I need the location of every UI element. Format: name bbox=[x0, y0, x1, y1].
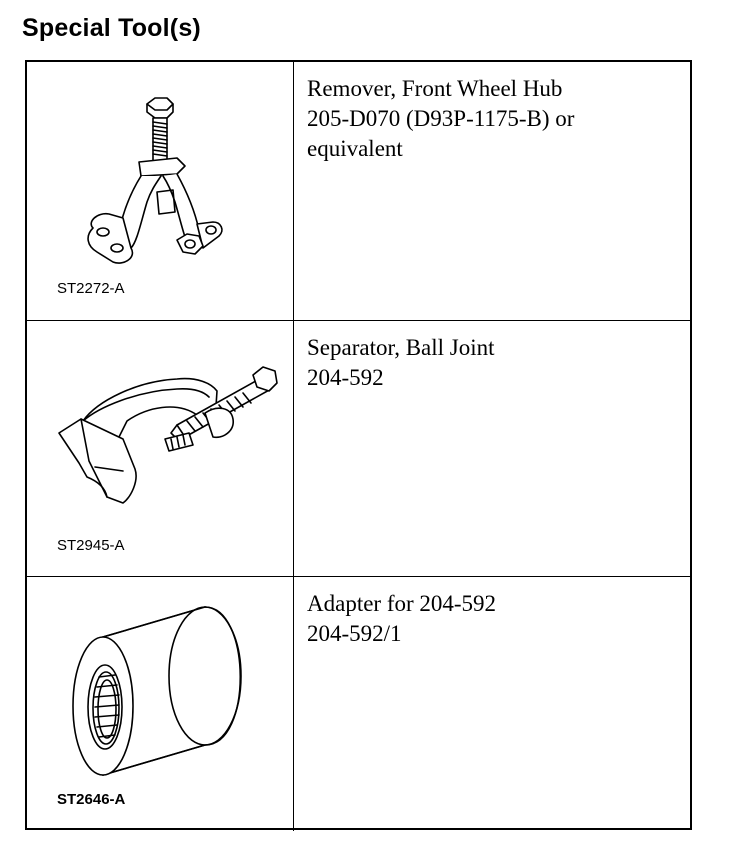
tool-code: ST2272-A bbox=[57, 280, 125, 297]
tool-name: Remover, Front Wheel Hub bbox=[307, 76, 563, 101]
tool-illustration-cell bbox=[27, 577, 293, 831]
column-divider bbox=[293, 62, 294, 320]
tool-description bbox=[307, 74, 677, 164]
column-divider bbox=[293, 577, 294, 831]
tool-row bbox=[27, 576, 690, 831]
special-tools-table bbox=[25, 60, 692, 830]
tool-code: ST2945-A bbox=[57, 537, 125, 554]
tool-row bbox=[27, 62, 690, 320]
tool-note: equivalent bbox=[307, 136, 403, 161]
tool-name: Separator, Ball Joint bbox=[307, 335, 495, 360]
tool-number: 205-D070 (D93P-1175-B) or bbox=[307, 106, 575, 131]
tool-number: 204-592/1 bbox=[307, 621, 402, 646]
tool-name: Adapter for 204-592 bbox=[307, 591, 497, 616]
column-divider bbox=[293, 321, 294, 577]
tool-description bbox=[307, 589, 677, 649]
page-title: Special Tool(s) bbox=[22, 14, 201, 42]
tool-row bbox=[27, 320, 690, 577]
tool-description bbox=[307, 333, 677, 393]
tool-illustration-cell bbox=[27, 62, 293, 320]
tool-illustration-cell bbox=[27, 321, 293, 577]
tool-code: ST2646-A bbox=[57, 791, 126, 808]
tool-number: 204-592 bbox=[307, 365, 384, 390]
